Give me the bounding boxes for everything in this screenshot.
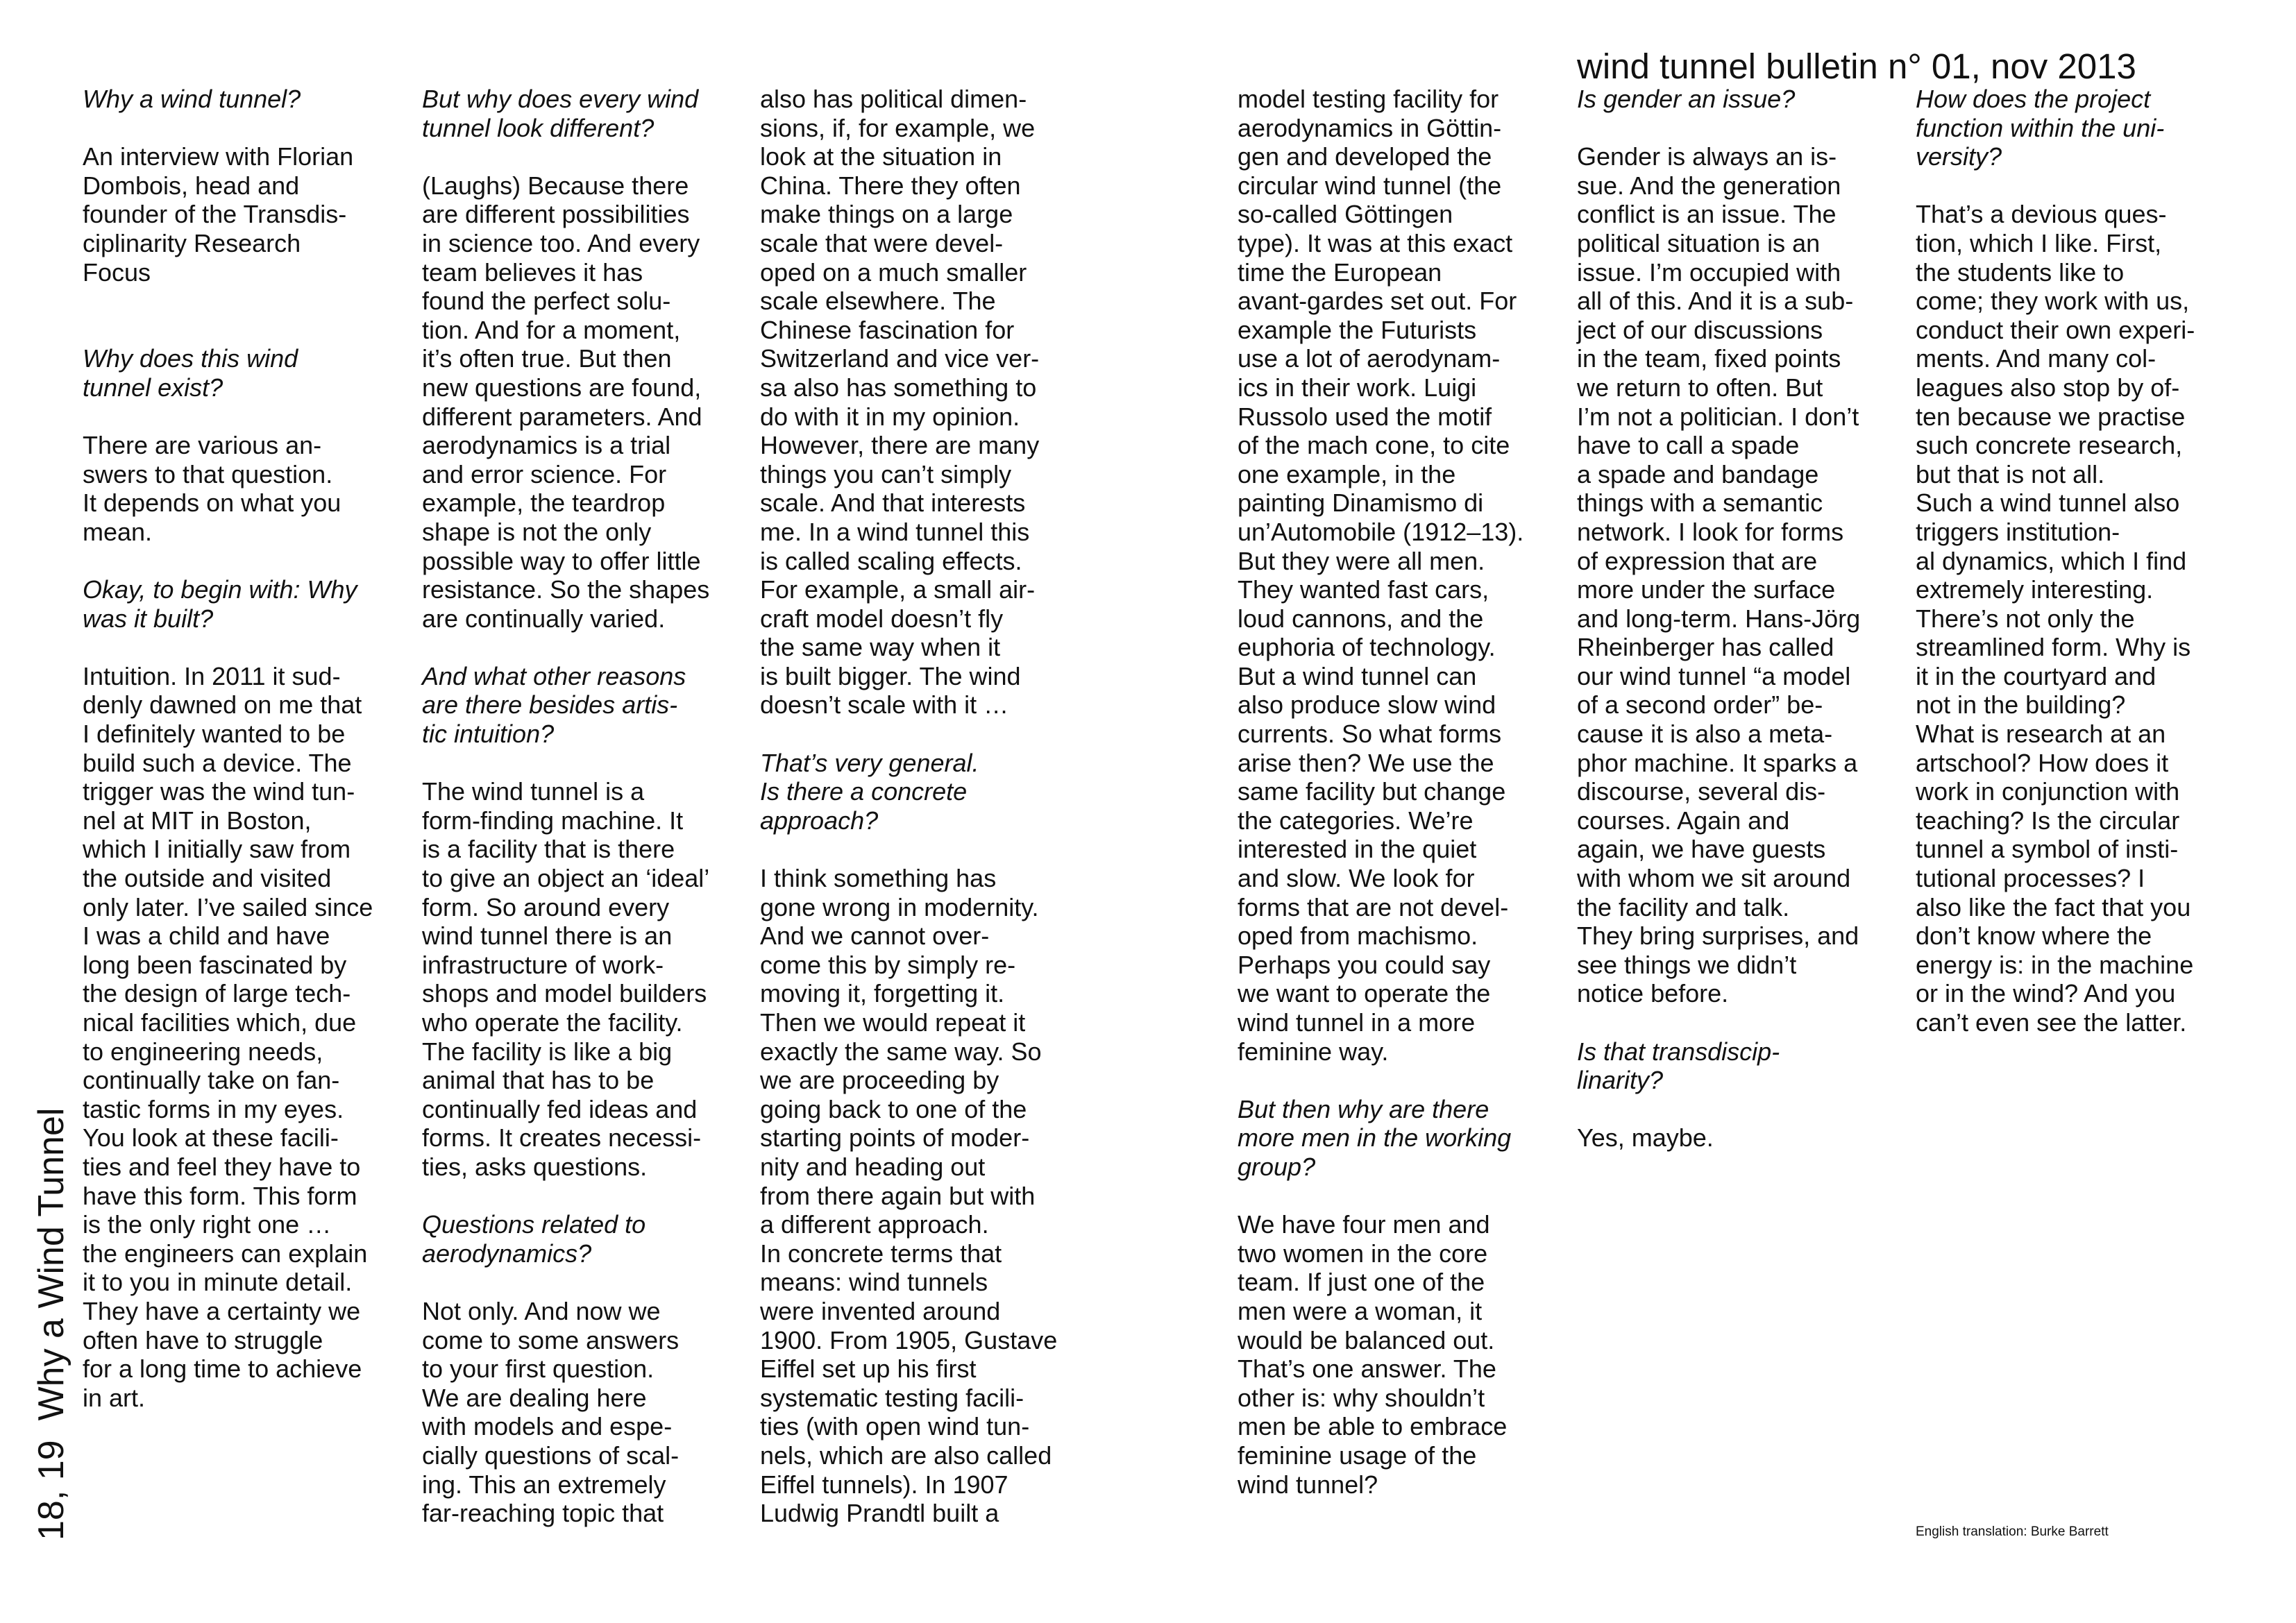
text-line: form. So around every [422,892,670,921]
text-line [83,633,373,662]
text-line: of expression that are [1577,546,1818,575]
text-line: teaching? Is the circular [1916,806,2180,835]
text-line: It depends on what you [83,488,341,518]
text-line: from there again but with [760,1181,1036,1210]
text-line: sue. And the generation [1577,171,1841,200]
text-line: nel at MIT in Boston, [83,806,312,835]
text-line: Not only. And now we [422,1296,661,1325]
text-line: There’s not only the [1916,604,2135,633]
text-line: swers to that question. [83,459,333,488]
text-line: don’t know where the [1916,921,2152,951]
text-line: new questions are found, [422,373,702,402]
text-line: tunnel a symbol of insti- [1916,835,2179,864]
text-line: gone wrong in modernity. [760,892,1039,921]
question-line: But why does every wind [422,85,699,113]
text-line [83,402,373,432]
text-line: That’s a devious ques- [1916,200,2167,229]
text-line: and error science. For [422,459,667,488]
text-line: possible way to offer little [422,546,701,575]
text-line: tutional processes? I [1916,864,2145,893]
text-line: Chinese fascination for [760,315,1015,344]
text-line: and slow. We look for [1238,864,1475,893]
text-line: with whom we sit around [1577,864,1851,893]
question-line: Why a wind tunnel? [83,85,301,113]
text-line: oped on a much smaller [760,257,1027,287]
text-line [1238,1182,1523,1211]
text-line: founder of the Transdis- [83,200,347,229]
text-column-6 [1916,85,2195,1037]
text-line: the engineers can explain [83,1239,368,1268]
text-line: That’s one answer. The [1238,1354,1496,1384]
text-line [422,142,709,171]
text-line: such concrete research, [1916,431,2183,460]
text-line: time the European [1238,257,1442,287]
text-line: ties (with open wind tun- [760,1412,1030,1441]
text-line [760,720,1057,749]
page-numbers: 18, 19 [31,1440,71,1540]
text-line: Then we would repeat it [760,1008,1026,1037]
text-line: There are various an- [83,431,322,460]
question-line: function within the uni- [1916,113,2165,142]
text-line: ject of our discussions [1577,315,1823,344]
question-line: tunnel look different? [422,113,655,142]
text-line: the outside and visited [83,864,332,893]
text-line: gen and developed the [1238,142,1492,171]
text-line: currents. So what forms [1238,720,1502,749]
text-line: often have to struggle [83,1325,323,1354]
text-line: They have a certainty we [83,1296,361,1325]
text-line: Focus [83,257,151,287]
text-line: a different approach. [760,1210,989,1239]
text-line: issue. I’m occupied with [1577,257,1841,287]
text-line: scale that were devel- [760,228,1004,257]
text-column-3 [760,85,1057,1528]
text-line: use a lot of aerodynam- [1238,344,1501,373]
text-line: 1900. From 1905, Gustave [760,1325,1058,1354]
text-line [83,114,373,143]
text-line: feminine usage of the [1238,1441,1477,1470]
question-line: Why does this wind [83,344,298,373]
text-line: notice before. [1577,979,1729,1008]
text-line: scale. And that interests [760,488,1026,518]
text-line: sions, if, for example, we [760,113,1036,142]
text-line: The facility is like a big [422,1037,673,1066]
text-line: which I initially saw from [83,835,351,864]
text-line: We have four men and [1238,1210,1490,1239]
text-line: tion. And for a moment, [422,315,681,344]
text-line: Dombois, head and [83,171,300,200]
text-line: avant-gardes set out. For [1238,287,1517,316]
question-line: How does the project [1916,85,2151,113]
text-line: of a second order” be- [1577,690,1823,720]
question-line: That’s very general. [760,748,979,777]
text-line: work in conjunction with [1916,777,2180,806]
question-line: tunnel exist? [83,373,223,402]
text-line: I was a child and have [83,921,330,951]
text-line: discourse, several dis- [1577,777,1826,806]
text-line: The wind tunnel is a [422,777,645,806]
text-line: and long-term. Hans-Jörg [1577,604,1861,633]
text-line [83,316,373,345]
text-line: ics in their work. Luigi [1238,373,1477,402]
question-line: more men in the working [1238,1123,1512,1153]
section-title: Why a Wind Tunnel [31,1107,71,1421]
text-line: feminine way. [1238,1037,1389,1066]
text-line: of the mach cone, to cite [1238,431,1510,460]
text-line [1916,171,2195,201]
text-line: animal that has to be [422,1066,655,1095]
text-line: nical facilities which, due [83,1008,357,1037]
question-line: are there besides artis- [422,690,678,720]
text-column-1 [83,85,373,1412]
text-line: wind tunnel there is an [422,921,673,951]
text-line: Switzerland and vice ver- [760,344,1040,373]
text-line: euphoria of technology. [1238,633,1496,662]
question-line: Is there a concrete [760,777,968,806]
text-line: painting Dinamismo di [1238,488,1484,518]
text-line: continually fed ideas and [422,1094,698,1123]
text-line: with models and espe- [422,1412,673,1441]
text-line: sa also has something to [760,373,1037,402]
text-line: infrastructure of work- [422,950,664,979]
text-line: circular wind tunnel (the [1238,171,1502,200]
text-line: ciplinarity Research [83,228,301,257]
text-line: (Laughs) Because there [422,171,689,200]
text-line: the design of large tech- [83,979,351,1008]
text-line: However, there are many [760,431,1040,460]
text-line: model testing facility for [1238,85,1499,113]
text-line: But a wind tunnel can [1238,661,1477,690]
text-line: al dynamics, which I find [1916,546,2187,575]
question-line: aerodynamics? [422,1239,592,1268]
question-line: Okay, to begin with: Why [83,575,357,604]
question-line: linarity? [1577,1066,1664,1095]
text-line: phor machine. It sparks a [1577,748,1858,777]
text-line: it to you in minute detail. [83,1268,353,1297]
text-line: aerodynamics in Göttin- [1238,113,1502,142]
text-line: oped from machismo. [1238,921,1478,951]
text-line: ties and feel they have to [83,1152,361,1181]
text-line: Ludwig Prandtl built a [760,1499,999,1528]
text-line: also produce slow wind [1238,690,1496,720]
text-line: Such a wind tunnel also [1916,488,2180,518]
text-line: form-finding machine. It [422,806,684,835]
text-line: come to some answers [422,1325,679,1354]
text-line: the categories. We’re [1238,806,1474,835]
question-line: But then why are there [1238,1094,1489,1123]
text-line: look at the situation in [760,142,1002,171]
question-line: Is that transdiscip- [1577,1037,1780,1066]
text-line [422,633,709,662]
text-line: a spade and bandage [1577,459,1819,488]
text-line: can’t even see the latter. [1916,1008,2187,1037]
text-line: You look at these facili- [83,1123,339,1153]
text-line: in the team, fixed points [1577,344,1841,373]
text-line: I definitely wanted to be [83,720,346,749]
text-line: things you can’t simply [760,459,1012,488]
text-line [422,749,709,778]
text-line: forms that are not devel- [1238,892,1509,921]
text-line: see things we didn’t [1577,950,1797,979]
text-line: come; they work with us, [1916,287,2190,316]
text-line: nity and heading out [760,1152,986,1181]
text-line: only later. I’ve sailed since [83,892,373,921]
text-line: resistance. So the shapes [422,575,710,604]
translation-credit: English translation: Burke Barrett [1916,1524,2109,1539]
text-line: What is research at an [1916,720,2166,749]
text-line: Eiffel tunnels). In 1907 [760,1470,1008,1499]
question-line: Questions related to [422,1210,646,1239]
text-line: tion, which I like. First, [1916,228,2162,257]
text-line: loud cannons, and the [1238,604,1484,633]
text-line [1238,1066,1523,1095]
text-line: to give an object an ‘ideal’ [422,864,710,893]
text-line: we return to often. But [1577,373,1823,402]
text-line: aerodynamics is a trial [422,431,671,460]
text-line: example the Futurists [1238,315,1477,344]
text-line: exactly the same way. So [760,1037,1042,1066]
text-line: to engineering needs, [83,1037,323,1066]
text-line: artschool? How does it [1916,748,2169,777]
text-line: is a facility that is there [422,835,675,864]
question-line: group? [1238,1152,1316,1181]
text-line: is called scaling effects. [760,546,1022,575]
text-line [1577,114,1860,143]
text-line: energy is: in the machine [1916,950,2194,979]
text-line: would be balanced out. [1238,1325,1495,1354]
text-line: denly dawned on me that [83,690,362,720]
text-line: craft model doesn’t fly [760,604,1004,633]
text-line: Rheinberger has called [1577,633,1834,662]
text-line [1577,1095,1860,1124]
text-line: streamlined form. Why is [1916,633,2191,662]
text-line: me. In a wind tunnel this [760,517,1030,546]
text-line: but that is not all. [1916,459,2105,488]
text-line: men were a woman, it [1238,1296,1483,1325]
text-line: For example, a small air- [760,575,1036,604]
text-line: conflict is an issue. The [1577,200,1837,229]
text-line: one example, in the [1238,459,1456,488]
text-line: ties, asks questions. [422,1152,648,1181]
text-line: again, we have guests [1577,835,1826,864]
text-line: were invented around [760,1296,1001,1325]
text-line: all of this. And it is a sub- [1577,287,1854,316]
question-line: And what other reasons [422,661,686,690]
text-line: we are proceeding by [760,1066,999,1095]
text-line: trigger was the wind tun- [83,777,355,806]
text-line: wind tunnel? [1238,1470,1378,1499]
text-line: other is: why shouldn’t [1238,1383,1485,1412]
text-line: Russolo used the motif [1238,402,1492,431]
text-line: doesn’t scale with it … [760,690,1009,720]
question-line: was it built? [83,604,214,633]
text-line: our wind tunnel “a model [1577,661,1851,690]
text-line: Intuition. In 2011 it sud- [83,661,341,690]
text-line: cially questions of scal- [422,1441,679,1470]
text-line: we want to operate the [1238,979,1491,1008]
text-line: two women in the core [1238,1239,1488,1268]
text-line: moving it, forgetting it. [760,979,1005,1008]
text-line [83,287,373,316]
text-line: going back to one of the [760,1094,1027,1123]
text-line: scale elsewhere. The [760,287,996,316]
text-line: political situation is an [1577,228,1821,257]
text-line: wind tunnel in a more [1238,1008,1476,1037]
text-line: build such a device. The [83,748,352,777]
text-line: Gender is always an is- [1577,142,1837,171]
text-line [760,835,1057,864]
text-line: team. If just one of the [1238,1268,1485,1297]
question-line: versity? [1916,142,2002,171]
text-line: it’s often true. But then [422,344,672,373]
text-line: They bring surprises, and [1577,921,1859,951]
text-line: it in the courtyard and [1916,661,2156,690]
text-line: so-called Göttingen [1238,200,1453,229]
bulletin-header: wind tunnel bulletin n° 01, nov 2013 [1577,46,2136,86]
text-line: in science too. And every [422,228,700,257]
text-line: same facility but change [1238,777,1506,806]
text-line: the students like to [1916,257,2125,287]
text-line: But they were all men. [1238,546,1485,575]
text-line: I’m not a politician. I don’t [1577,402,1859,431]
text-line: also like the fact that you [1916,892,2191,921]
text-line: different parameters. And [422,402,702,431]
text-line: forms. It creates necessi- [422,1123,702,1153]
text-line: triggers institution- [1916,517,2120,546]
text-line: is the only right one … [83,1210,332,1239]
text-line: conduct their own experi- [1916,315,2195,344]
text-line: or in the wind? And you [1916,979,2176,1008]
text-line: ing. This an extremely [422,1470,666,1499]
text-line: starting points of moder- [760,1123,1030,1153]
text-line: Eiffel set up his first [760,1354,977,1384]
text-line: In concrete terms that [760,1239,1002,1268]
text-line: cause it is also a meta- [1577,720,1833,749]
text-line [422,1182,709,1211]
question-line: approach? [760,806,879,835]
text-line: network. I look for forms [1577,517,1844,546]
text-line: for a long time to achieve [83,1354,362,1384]
text-line [83,547,373,576]
text-line: is built bigger. The wind [760,661,1021,690]
text-line: come this by simply re- [760,950,1016,979]
text-line [1577,1008,1860,1037]
text-line: type). It was at this exact [1238,228,1513,257]
text-line: not in the building? [1916,690,2126,720]
text-line: the same way when it [760,633,1001,662]
text-line: are different possibilities [422,200,690,229]
text-line: interested in the quiet [1238,835,1477,864]
text-line: un’Automobile (1912–13). [1238,517,1524,546]
side-running-title [31,1108,72,1540]
text-line: leagues also stop by of- [1916,373,2180,402]
text-line: far-reaching topic that [422,1499,664,1528]
text-line [422,1268,709,1297]
text-line: make things on a large [760,200,1013,229]
text-line: means: wind tunnels [760,1268,988,1297]
text-column-5 [1577,85,1860,1153]
text-line: long been fascinated by [83,950,347,979]
text-line: tastic forms in my eyes. [83,1094,344,1123]
text-line: China. There they often [760,171,1021,200]
text-line: to your first question. [422,1354,655,1384]
text-column-2 [422,85,709,1528]
text-line: the facility and talk. [1577,892,1790,921]
text-line: I think something has [760,864,997,893]
text-line: They wanted fast cars, [1238,575,1489,604]
text-line: shops and model builders [422,979,707,1008]
text-line: men be able to embrace [1238,1412,1508,1441]
text-line: do with it in my opinion. [760,402,1020,431]
text-line: example, the teardrop [422,488,666,518]
text-line: mean. [83,517,153,546]
text-line: who operate the facility. [422,1008,683,1037]
question-line: Is gender an issue? [1577,85,1796,113]
text-line: shape is not the only [422,517,652,546]
text-line: team believes it has [422,257,643,287]
text-line: Perhaps you could say [1238,950,1491,979]
text-line: also has political dimen- [760,85,1027,113]
text-line: ments. And many col- [1916,344,2156,373]
text-line: systematic testing facili- [760,1383,1024,1412]
text-line: Yes, maybe. [1577,1123,1714,1153]
text-line: have this form. This form [83,1181,357,1210]
text-line: We are dealing here [422,1383,647,1412]
text-line: found the perfect solu- [422,287,671,316]
text-line: And we cannot over- [760,921,990,951]
text-line: An interview with Florian [83,142,354,171]
text-line: more under the surface [1577,575,1836,604]
text-column-4 [1238,85,1523,1499]
text-line: nels, which are also called [760,1441,1052,1470]
text-line: extremely interesting. [1916,575,2154,604]
text-line: are continually varied. [422,604,666,633]
text-line: things with a semantic [1577,488,1823,518]
text-line: in art. [83,1383,146,1412]
question-line: tic intuition? [422,720,555,749]
text-line: arise then? We use the [1238,748,1494,777]
text-line: courses. Again and [1577,806,1790,835]
text-line: continually take on fan- [83,1066,340,1095]
text-line: have to call a spade [1577,431,1800,460]
text-line: ten because we practise [1916,402,2186,431]
